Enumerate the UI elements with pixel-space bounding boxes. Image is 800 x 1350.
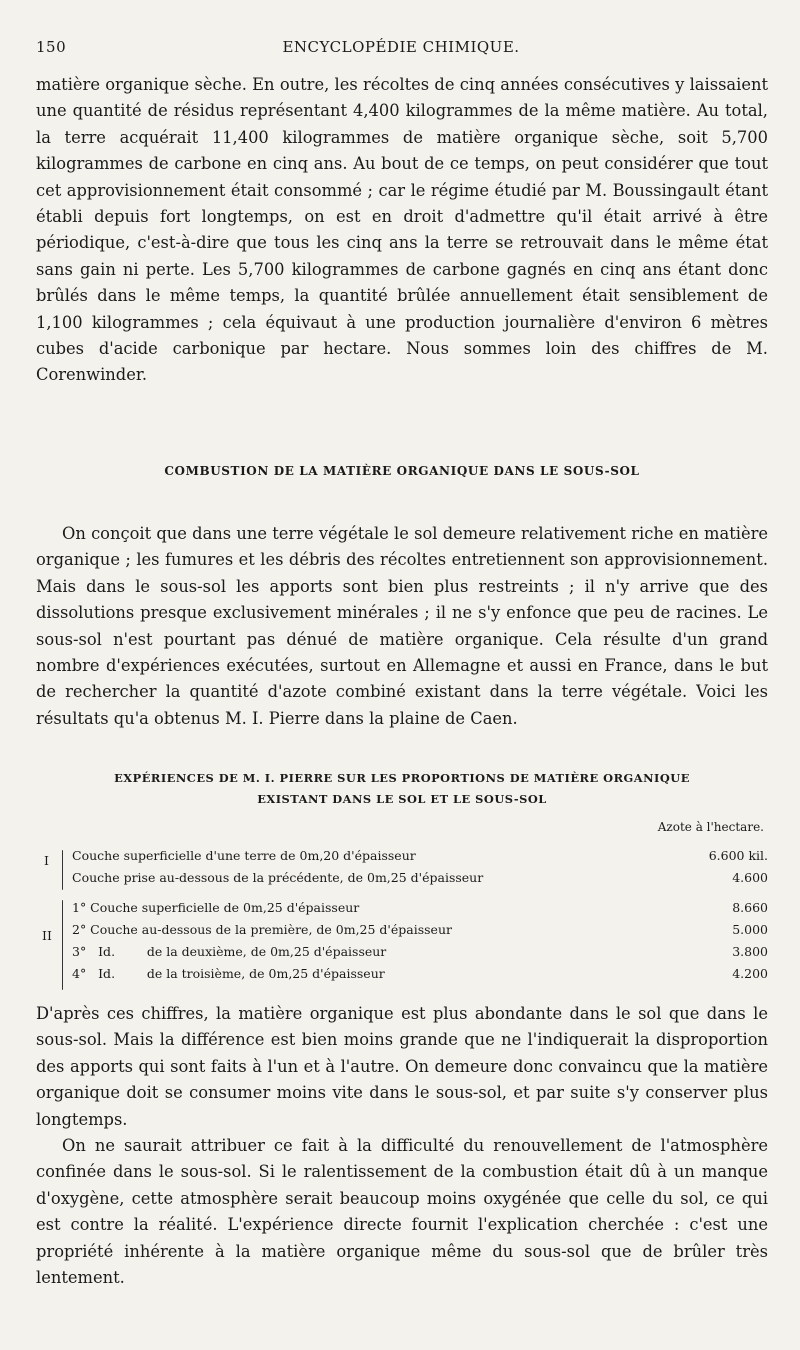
row-value: 4.200 (732, 966, 768, 981)
paragraph-intro (36, 521, 768, 732)
paragraph-1-text: matière organique sèche. En outre, les récoltes de cinq années consécutives y laissaient une quantité de résidus représentant 4,400 kilogrammes de la même matière. Au total, la terre acquérait 11,400 kilogrammes de matière organique sèche, soit 5,700 kilogrammes de carbone en cinq ans. Au bout de ce temps, on peut considérer que tout cet approvisionnement était consommé ; car le régime étudié par M. Boussingault étant établi depuis fort longtemps, on est en droit d'admettre qu'il était arrivé à être périodique, c'est-à-dire que tous les cinq ans la terre se retrouvait dans le même état sans gain ni perte. Les 5,700 kilogrammes de carbone gagnés en cinq ans étant donc brûlés dans le même temps, la quantité brûlée annuellement était sensiblement de 1,100 kilogrammes ; cela équivaut à une production journalière d'environ 6 mètres cubes d'acide carbonique par hectare. Nous sommes loin des chiffres de M. Corenwinder. (36, 75, 768, 385)
row-value: 5.000 (732, 922, 768, 937)
group-brace-1 (62, 850, 63, 890)
row-label: 3° Id. de la deuxième, de 0m,25 d'épaisseur (72, 944, 387, 959)
table-row (72, 941, 768, 963)
paragraph-conclusion (36, 1001, 768, 1291)
table-row (72, 919, 768, 941)
paragraph-continued (36, 72, 768, 389)
row-label: Couche superficielle d'une terre de 0m,20 d'épaisseur (72, 848, 416, 863)
row-label: Couche prise au-dessous de la précédente, de 0m,25 d'épaisseur (72, 870, 484, 885)
group-label-2: II (42, 928, 52, 943)
running-title: ENCYCLOPÉDIE CHIMIQUE. (282, 38, 520, 56)
group-brace-2 (62, 900, 63, 990)
table-title-line-2: EXISTANT DANS LE SOL ET LE SOUS-SOL (257, 792, 547, 806)
paragraph-2-text: On conçoit que dans une terre végétale le sol demeure relativement riche en matière organique ; les fumures et les débris des récoltes entretiennent son approvisionnement. Mais dans le sous-sol les apports sont bien plus restreints ; il n'y arrive que des dissolutions presque exclusivement minérales ; il ne s'y enfonce que peu de racines. Le sous-sol n'est pourtant pas dénué de matière organique. Cela résulte d'un grand nombre d'expériences exécutées, surtout en Allemagne et aussi en France, dans le but de rechercher la quantité d'azote combiné existant dans la terre végétale. Voici les résultats qu'a obtenus M. I. Pierre dans la plaine de Caen. (36, 524, 768, 728)
paragraph-3-text: D'après ces chiffres, la matière organique est plus abondante dans le sol que dans le sous-sol. Mais la différence est bien moins grande que ne l'indiquerait la disproportion des apports qui sont faits à l'un et à l'autre. On demeure donc convaincu que la matière organique doit se consumer moins vite dans le sous-sol, et par suite s'y conserver plus longtemps. (36, 1004, 768, 1129)
table-row (72, 963, 768, 985)
paragraph-4-text: On ne saurait attribuer ce fait à la difficulté du renouvellement de l'atmosphère confinée dans le sous-sol. Si le ralentissement de la combustion était dû à un manque d'oxygène, cette atmosphère serait beaucoup moins oxygénée que celle du sol, ce qui est contre la réalité. L'expérience directe fournit l'explication cherchée : c'est une propriété inhérente à la matière organique même du sous-sol que de brûler très lentement. (36, 1136, 768, 1288)
table-row (72, 867, 768, 889)
row-value: 6.600 kil. (708, 848, 768, 863)
table-title-line-1: EXPÉRIENCES DE M. I. PIERRE SUR LES PROPORTIONS DE MATIÈRE ORGANIQUE (114, 771, 690, 785)
row-value: 3.800 (732, 944, 768, 959)
group-label-1: I (44, 853, 49, 868)
table-title (36, 768, 768, 810)
row-label: 1° Couche superficielle de 0m,25 d'épaisseur (72, 900, 360, 915)
row-value: 8.660 (732, 900, 768, 915)
section-heading: COMBUSTION DE LA MATIÈRE ORGANIQUE DANS LE SOUS-SOL (164, 464, 640, 478)
table-row (72, 845, 768, 867)
row-label: 2° Couche au-dessous de la première, de 0m,25 d'épaisseur (72, 922, 452, 937)
row-value: 4.600 (732, 870, 768, 885)
row-label: 4° Id. de la troisième, de 0m,25 d'épaisseur (72, 966, 385, 981)
table-column-header: Azote à l'hectare. (657, 820, 764, 834)
table-row (72, 897, 768, 919)
page-number: 150 (36, 38, 67, 56)
